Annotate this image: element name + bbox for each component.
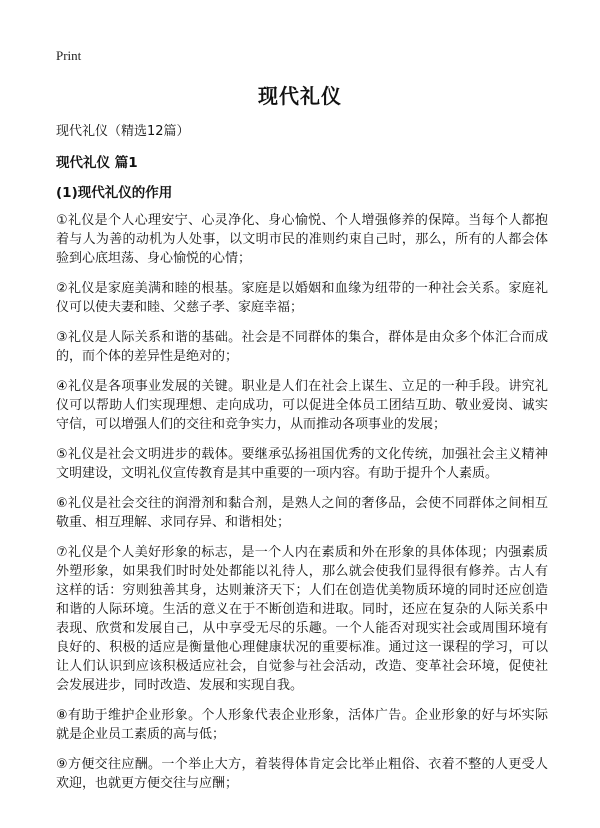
paragraph-6: ⑥礼仪是社会交往的润滑剂和黏合剂，是熟人之间的奢侈品，会使不同群体之间相互敬重、相互理解、求同存异、和谐相处； [56,496,548,530]
paragraph-1: ①礼仪是个人心理安宁、心灵净化、身心愉悦、个人增强修养的保障。当每个人都抱着与人为善的动机为人处事，以文明市民的准则约束自己时，那么，所有的人都会体验到心底坦荡、身心愉悦的心情； [56,213,548,266]
paragraph-2: ②礼仪是家庭美满和睦的根基。家庭是以婚姻和血缘为纽带的一种社会关系。家庭礼仪可以使夫妻和睦、父慈子孝、家庭幸福； [56,281,548,315]
paragraph-4: ④礼仪是各项事业发展的关键。职业是人们在社会上谋生、立足的一种手段。讲究礼仪可以帮助人们实现理想、走向成功，可以促进全体员工团结互助、敬业爱岗、诚实守信，可以增强人们的交往和竞争实力，从而推动各项事业的发展； [56,379,548,432]
sub-heading: (1)现代礼仪的作用 [56,185,173,201]
section-heading: 现代礼仪 篇1 [56,155,138,171]
print-link[interactable]: Print [56,48,82,63]
paragraph-8: ⑧有助于维护企业形象。个人形象代表企业形象，活体广告。企业形象的好与坏实际就是企业员工素质的高与低； [56,708,548,742]
paragraph-3: ③礼仪是人际关系和谐的基础。社会是不同群体的集合，群体是由众多个体汇合而成的，而个体的差异性是绝对的； [56,330,548,364]
paragraph-9: ⑨方便交往应酬。一个举止大方，着装得体肯定会比举止粗俗、衣着不整的人更受人欢迎，也就更方便交往与应酬； [56,757,548,791]
document-body [56,211,548,804]
paragraph-7: ⑦礼仪是个人美好形象的标志，是一个人内在素质和外在形象的具体体现；内强素质外塑形象，如果我们时时处处都能以礼待人，那么就会使我们显得很有修养。古人有这样的话：穷则独善其身，达则兼济天下；人们在创造优美物质环境的同时还应创造和谐的人际环境。生活的意义在于不断创造和进取。同时，还应在复杂的人际关系中表现、欣赏和发展自己，从中享受无尽的乐趣。一个人能否对现实社会或周围环境有良好的、积极的适应是衡量他心理健康状况的重要标准。通过这一课程的学习，可以让人们认识到应该积极适应社会，自觉参与社会活动，改造、变革社会环境，促使社会发展进步，同时改造、发展和实现自我。 [56,545,548,693]
paragraph-5: ⑤礼仪是社会文明进步的载体。要继承弘扬祖国优秀的文化传统，加强社会主义精神文明建设，文明礼仪宣传教育是其中重要的一项内容。有助于提升个人素质。 [56,447,548,481]
document-subtitle: 现代礼仪（精选12篇） [56,124,190,139]
page-title: 现代礼仪 [258,84,342,108]
